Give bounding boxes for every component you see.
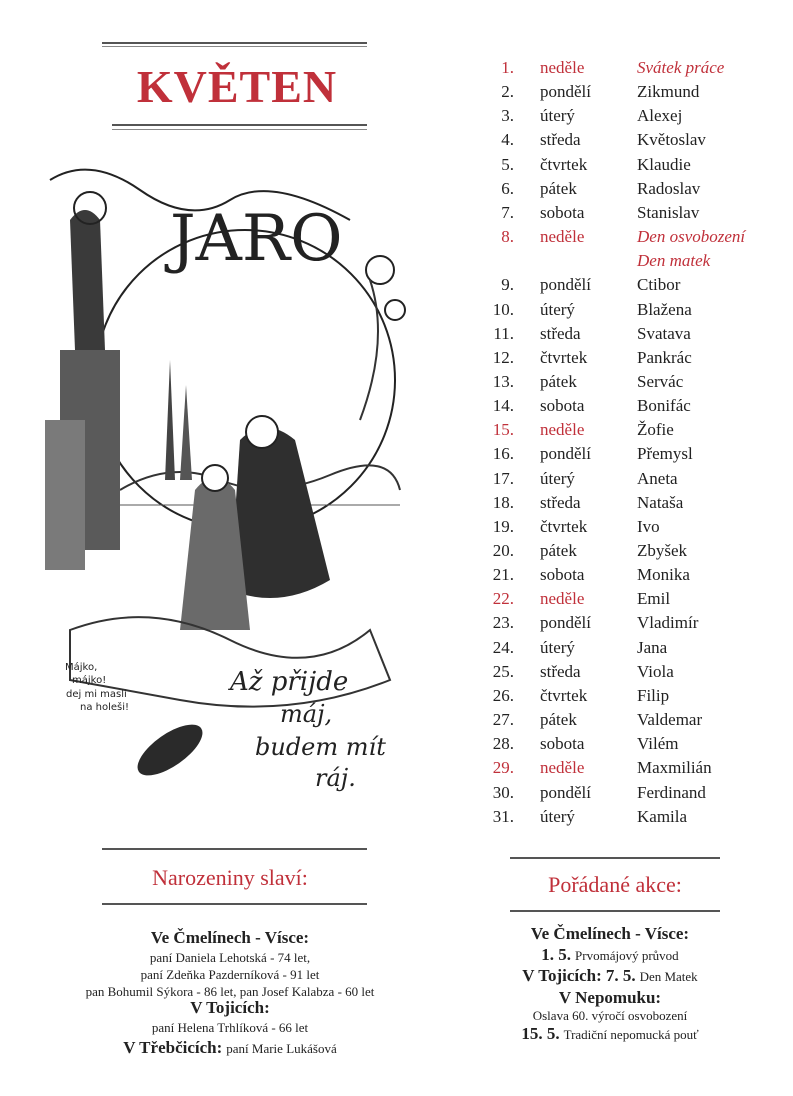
events-rule-top (510, 857, 720, 859)
calendar-name-day: Alexej (637, 106, 683, 126)
calendar-weekday: sobota (540, 565, 585, 585)
calendar-name-day: Radoslav (637, 178, 701, 198)
calendar-name-day: Žofie (637, 420, 674, 440)
event-date: 15. 5. (521, 1024, 560, 1043)
calendar-name-day: Valdemar (637, 710, 703, 730)
calendar-weekday: neděle (540, 589, 585, 609)
inscription-jaro: JARO (170, 202, 343, 276)
calendar-day-number: 4. (501, 130, 514, 150)
calendar-row (0, 155, 793, 179)
birthday-line: paní Helena Trhlíková - 66 let (151, 1020, 309, 1035)
calendar-weekday: čtvrtek (540, 347, 588, 367)
calendar-day-number: 11. (493, 323, 514, 343)
calendar-weekday: úterý (540, 806, 575, 826)
calendar-name-day: Den matek (637, 251, 711, 271)
calendar-day-number: 10. (492, 299, 514, 319)
event-text: Prvomájový průvod (575, 948, 679, 963)
calendar-weekday: sobota (540, 734, 585, 754)
calendar-row (0, 662, 793, 686)
calendar-weekday: pátek (540, 178, 577, 198)
calendar-day-number: 23. (492, 613, 514, 633)
bubble-line-3: dej mi masli (66, 689, 127, 700)
calendar-row (0, 324, 793, 348)
calendar-day-number: 25. (492, 661, 514, 681)
events-village-2: V Tojicích: (522, 966, 602, 985)
month-title: KVĚTEN (136, 61, 338, 112)
calendar-weekday: čtvrtek (540, 516, 588, 536)
calendar-row (0, 565, 793, 589)
calendar-day-number: 28. (492, 734, 514, 754)
calendar-day-number: 15. (492, 420, 514, 440)
calendar-name-day: Kamila (637, 806, 688, 826)
calendar-day-number: 2. (501, 82, 514, 102)
calendar-name-day: Aneta (637, 468, 678, 488)
calendar-name-day: Bonifác (637, 396, 691, 416)
event-row-1 (460, 945, 760, 965)
calendar-row (0, 58, 793, 82)
calendar-day-number: 7. (501, 202, 514, 222)
calendar-day-number: 14. (492, 396, 514, 416)
calendar-weekday: pondělí (540, 613, 591, 633)
events-village-3: V Nepomuku: (558, 988, 662, 1007)
bubble-line-2: májko! (72, 675, 107, 686)
calendar-row (0, 613, 793, 637)
calendar-row (0, 469, 793, 493)
calendar-day-number: 22. (492, 589, 514, 609)
calendar-row (0, 638, 793, 662)
calendar-name-day: Svatava (637, 323, 691, 343)
event-text: Tradiční nepomucká pouť (563, 1027, 699, 1042)
calendar-weekday: neděle (540, 758, 585, 778)
calendar-name-day: Klaudie (637, 154, 691, 174)
calendar-day-number: 9. (501, 275, 514, 295)
calendar-name-day: Emil (637, 589, 671, 609)
birthdays-rule-top (102, 848, 367, 850)
calendar-day-number: 18. (492, 492, 514, 512)
calendar-weekday: pondělí (540, 782, 591, 802)
event-row-2 (460, 966, 760, 986)
verse-line-3: budem mít (255, 733, 386, 761)
event-text: Oslava 60. výročí osvobození (532, 1008, 688, 1023)
calendar-weekday: pondělí (540, 82, 591, 102)
birthdays-title: Narozeniny slaví: (152, 865, 308, 890)
calendar-row (0, 541, 793, 565)
calendar-day-number: 27. (492, 710, 514, 730)
calendar-day-number: 16. (492, 444, 514, 464)
birthday-line: paní Marie Lukášová (226, 1041, 337, 1056)
calendar-day-number: 5. (501, 154, 514, 174)
event-date: 1. 5. (541, 945, 572, 964)
calendar-name-day: Květoslav (637, 130, 706, 150)
calendar-name-day: Maxmilián (637, 758, 712, 778)
calendar-day-number: 13. (492, 371, 514, 391)
calendar-day-number: 12. (492, 347, 514, 367)
calendar-weekday: úterý (540, 299, 575, 319)
event-text: Den Matek (639, 969, 698, 984)
calendar-row (0, 589, 793, 613)
birthdays-village-3: V Třebčicích: (123, 1038, 223, 1057)
calendar-row (0, 300, 793, 324)
calendar-row (0, 372, 793, 396)
calendar-name-day: Pankrác (637, 347, 692, 367)
events-village-1: Ve Čmelínech - Vísce: (530, 924, 690, 943)
calendar-day-number: 17. (492, 468, 514, 488)
calendar-row (0, 203, 793, 227)
calendar-weekday: úterý (540, 637, 575, 657)
calendar-weekday: neděle (540, 227, 585, 247)
birthday-line: paní Daniela Lehotská - 74 let, (149, 950, 311, 965)
calendar-row (0, 396, 793, 420)
calendar-day-number: 3. (501, 106, 514, 126)
calendar-row (0, 444, 793, 468)
calendar-day-number: 30. (492, 782, 514, 802)
calendar-row (0, 807, 793, 831)
calendar-name-day: Stanislav (637, 202, 700, 222)
verse-line-2: máj, (280, 700, 333, 728)
calendar-weekday: úterý (540, 468, 575, 488)
calendar-weekday: pátek (540, 541, 577, 560)
calendar-day-number: 24. (492, 637, 514, 657)
bubble-line-1: Májko, (65, 662, 98, 673)
calendar-day-number: 20. (492, 541, 514, 560)
verse-line-4: ráj. (315, 764, 356, 792)
calendar-day-number: 8. (501, 227, 514, 247)
calendar-weekday: středa (540, 130, 581, 150)
calendar-name-day: Blažena (637, 299, 692, 319)
calendar-name-day: Servác (637, 371, 684, 391)
calendar-weekday: čtvrtek (540, 154, 588, 174)
calendar-row (0, 106, 793, 130)
calendar-day-number: 31. (492, 806, 514, 826)
calendar-name-day: Ivo (637, 516, 660, 536)
calendar-weekday: neděle (540, 58, 585, 77)
calendar-name-day: Zikmund (637, 82, 700, 102)
calendar-row (0, 275, 793, 299)
calendar-day-number: 6. (501, 178, 514, 198)
event-row-4 (460, 1024, 760, 1044)
calendar-weekday: pondělí (540, 444, 591, 464)
birthdays-village-2: V Tojicích: (190, 998, 270, 1017)
calendar-weekday: středa (540, 323, 581, 343)
calendar-name-day: Den osvobození (637, 227, 746, 247)
calendar-name-day: Vilém (637, 734, 679, 754)
calendar-weekday: pátek (540, 710, 577, 730)
calendar-name-day: Ctibor (637, 275, 681, 295)
calendar-weekday: středa (540, 661, 581, 681)
calendar-name-day: Zbyšek (637, 541, 688, 560)
calendar-name-day: Ferdinand (637, 782, 706, 802)
birthdays-village-3-row (30, 1038, 430, 1058)
calendar-day-number: 1. (501, 58, 514, 77)
calendar-name-day: Přemysl (637, 444, 693, 464)
calendar-name-day: Nataša (637, 492, 684, 512)
verse-line-1: Až přijde (230, 667, 349, 697)
bubble-line-4: na holeši! (80, 702, 130, 713)
calendar-row (0, 179, 793, 203)
calendar-weekday: pátek (540, 371, 577, 391)
calendar-row (0, 783, 793, 807)
calendar-weekday: sobota (540, 396, 585, 416)
calendar-row (0, 130, 793, 154)
calendar-weekday: sobota (540, 202, 585, 222)
calendar-row (0, 493, 793, 517)
calendar-row (0, 517, 793, 541)
calendar-row (0, 686, 793, 710)
calendar-name-day: Filip (637, 685, 670, 705)
calendar-weekday: pondělí (540, 275, 591, 295)
calendar-name-day: Jana (637, 637, 668, 657)
birthdays-village-1: Ve Čmelínech - Vísce: (150, 928, 310, 947)
calendar-row (0, 420, 793, 444)
birthdays-rule-bottom (102, 903, 367, 905)
calendar-row (0, 348, 793, 372)
calendar-name-day: Vladimír (637, 613, 699, 633)
calendar-row (0, 758, 793, 782)
calendar-name-day: Svátek práce (637, 58, 725, 77)
calendar-name-day: Monika (637, 565, 690, 585)
calendar-row (0, 82, 793, 106)
calendar-weekday: úterý (540, 106, 575, 126)
calendar-row (0, 710, 793, 734)
calendar-name-day: Viola (637, 661, 674, 681)
calendar-day-number: 26. (492, 685, 514, 705)
calendar-row (0, 227, 793, 251)
calendar-weekday: středa (540, 492, 581, 512)
calendar-row (0, 251, 793, 275)
event-date: 7. 5. (605, 966, 636, 985)
calendar-day-number: 29. (492, 758, 514, 778)
events-rule-bottom (510, 910, 720, 912)
birthday-line: paní Zdeňka Pazderníková - 91 let (140, 967, 320, 982)
events-title: Pořádané akce: (548, 872, 682, 897)
calendar-weekday: čtvrtek (540, 685, 588, 705)
calendar-day-number: 19. (492, 516, 514, 536)
calendar-day-number: 21. (492, 565, 514, 585)
calendar-weekday: neděle (540, 420, 585, 440)
calendar-row (0, 734, 793, 758)
birthday-line: pan Bohumil Sýkora - 86 let, pan Josef Kalabza - 60 let (85, 984, 375, 999)
